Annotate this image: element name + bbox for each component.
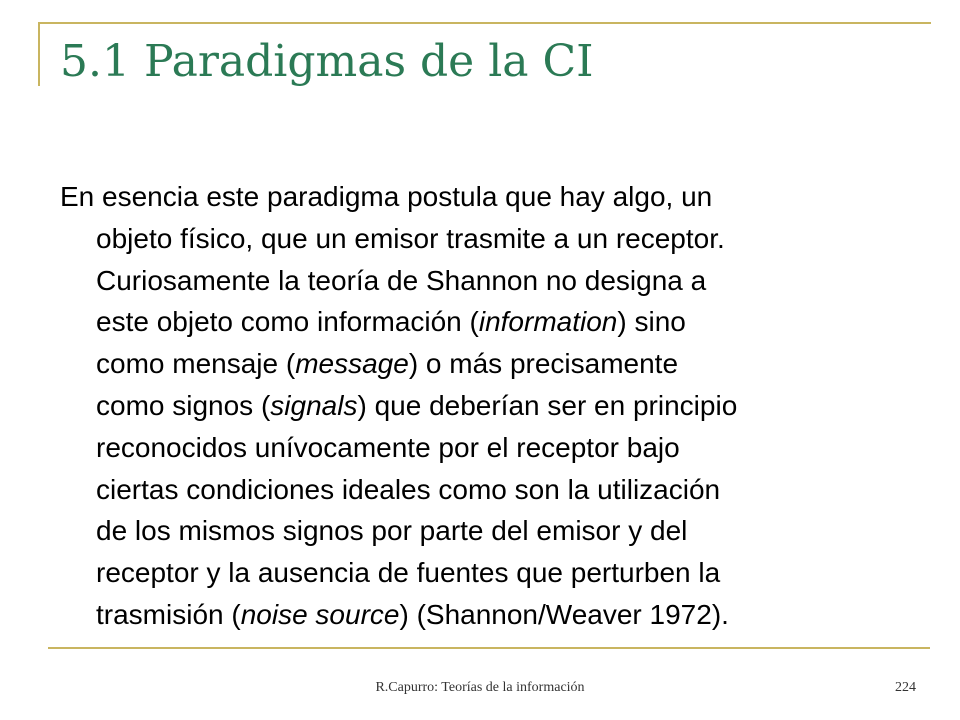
footer-text: R.Capurro: Teorías de la información <box>375 680 585 695</box>
body-line <box>60 427 900 469</box>
italic-term: signals <box>270 389 358 421</box>
body-line <box>60 510 900 552</box>
italic-term: message <box>295 348 409 380</box>
slide-title: 5.1 Paradigmas de la CI <box>60 36 594 87</box>
body-text: En esencia este paradigma postula que hay algo, un <box>60 181 713 212</box>
body-text: reconocidos unívocamente por el receptor bajo <box>96 431 680 463</box>
italic-term: information <box>478 306 618 338</box>
body-text: objeto físico, que un emisor trasmite a un receptor. <box>96 222 725 254</box>
body-line <box>60 594 900 636</box>
body-line <box>60 260 900 302</box>
body-text: ) o más precisamente <box>408 348 679 380</box>
body-text: ) (Shannon/Weaver 1972). <box>399 598 729 630</box>
body-line <box>60 301 900 343</box>
italic-term: noise source <box>240 598 400 630</box>
body-text: como signos ( <box>96 389 271 421</box>
body-text: receptor y la ausencia de fuentes que perturben la <box>96 557 721 589</box>
body-line <box>60 385 900 427</box>
body-text: ) sino <box>617 306 686 338</box>
body-text: trasmisión ( <box>96 598 241 630</box>
page-number: 224 <box>895 680 916 695</box>
slide-body-paragraph <box>60 176 900 636</box>
body-text: como mensaje ( <box>96 348 296 380</box>
bottom-rule <box>48 647 930 649</box>
body-line <box>60 469 900 511</box>
body-line <box>60 343 900 385</box>
left-rule <box>38 22 40 86</box>
body-line <box>60 218 900 260</box>
body-text: de los mismos signos por parte del emisor y del <box>96 515 688 547</box>
body-line <box>60 552 900 594</box>
top-rule <box>38 22 931 24</box>
body-line <box>60 176 900 218</box>
body-text: ciertas condiciones ideales como son la utilización <box>96 473 721 505</box>
body-text: Curiosamente la teoría de Shannon no designa a <box>96 264 707 296</box>
body-text: ) que deberían ser en principio <box>357 389 738 421</box>
body-text: este objeto como información ( <box>96 306 479 338</box>
